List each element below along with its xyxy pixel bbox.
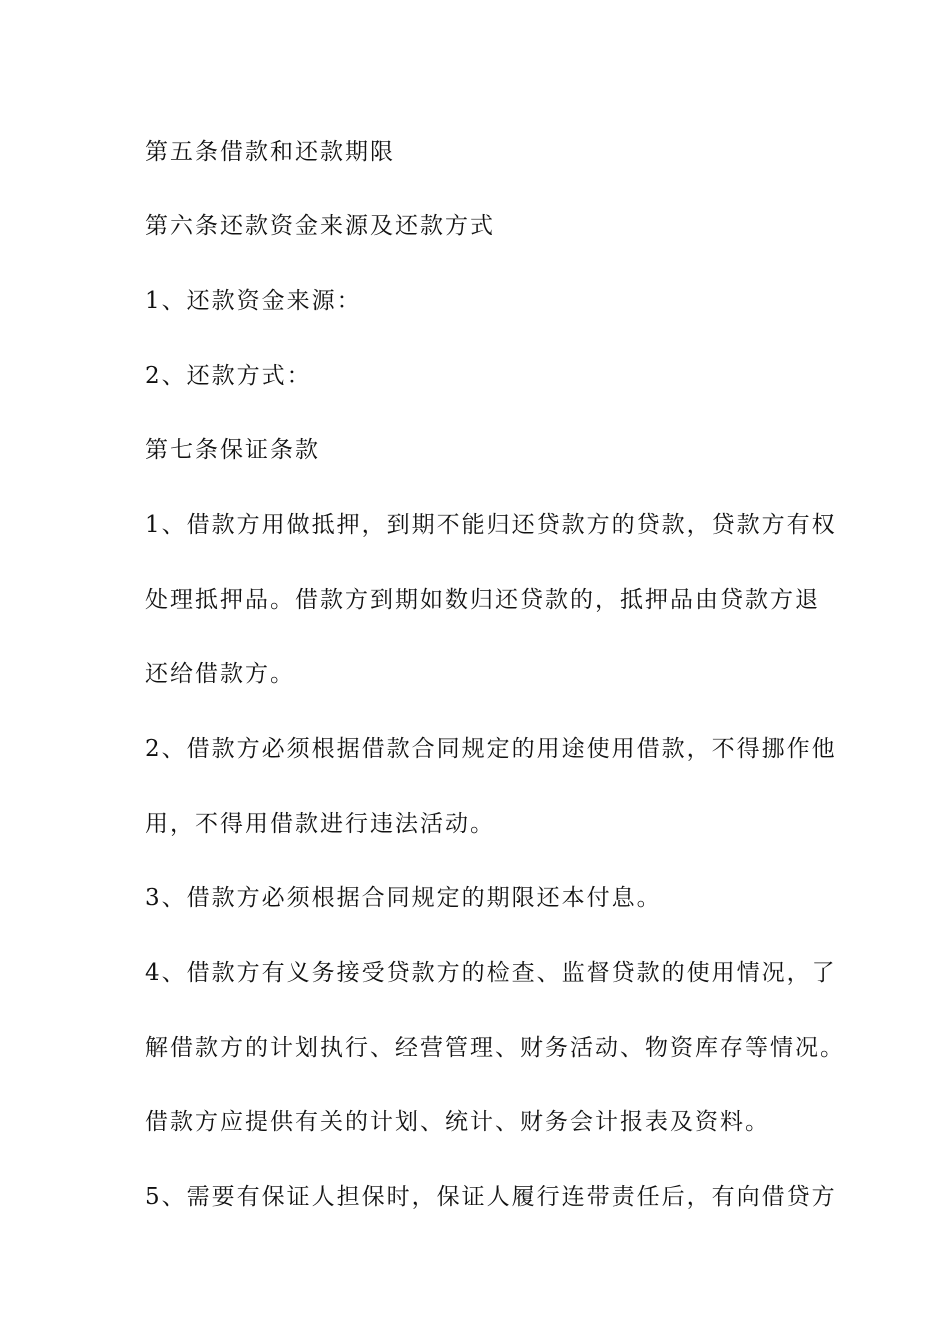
paragraph-line: 2、借款方必须根据借款合同规定的用途使用借款，不得挪作他: [145, 736, 837, 762]
paragraph-line: 4、借款方有义务接受贷款方的检查、监督贷款的使用情况，了: [145, 960, 837, 986]
paragraph-line: 借款方应提供有关的计划、统计、财务会计报表及资料。: [145, 1109, 770, 1135]
repayment-method-item: 2、还款方式：: [145, 363, 312, 389]
paragraph-line: 用，不得用借款进行违法活动。: [145, 811, 495, 837]
article-5-heading: 第五条借款和还款期限: [145, 139, 395, 165]
article-7-heading: 第七条保证条款: [145, 437, 320, 463]
paragraph-line: 还给借款方。: [145, 661, 295, 687]
article-6-heading: 第六条还款资金来源及还款方式: [145, 213, 495, 239]
paragraph-line: 1、借款方用做抵押，到期不能归还贷款方的贷款，贷款方有权: [145, 512, 837, 538]
paragraph-line: 5、需要有保证人担保时，保证人履行连带责任后，有向借贷方: [145, 1184, 837, 1210]
paragraph-line: 3、借款方必须根据合同规定的期限还本付息。: [145, 885, 662, 911]
repayment-source-item: 1、还款资金来源：: [145, 288, 362, 314]
paragraph-line: 处理抵押品。借款方到期如数归还贷款的，抵押品由贷款方退: [145, 587, 820, 613]
paragraph-line: 解借款方的计划执行、经营管理、财务活动、物资库存等情况。: [145, 1035, 845, 1061]
